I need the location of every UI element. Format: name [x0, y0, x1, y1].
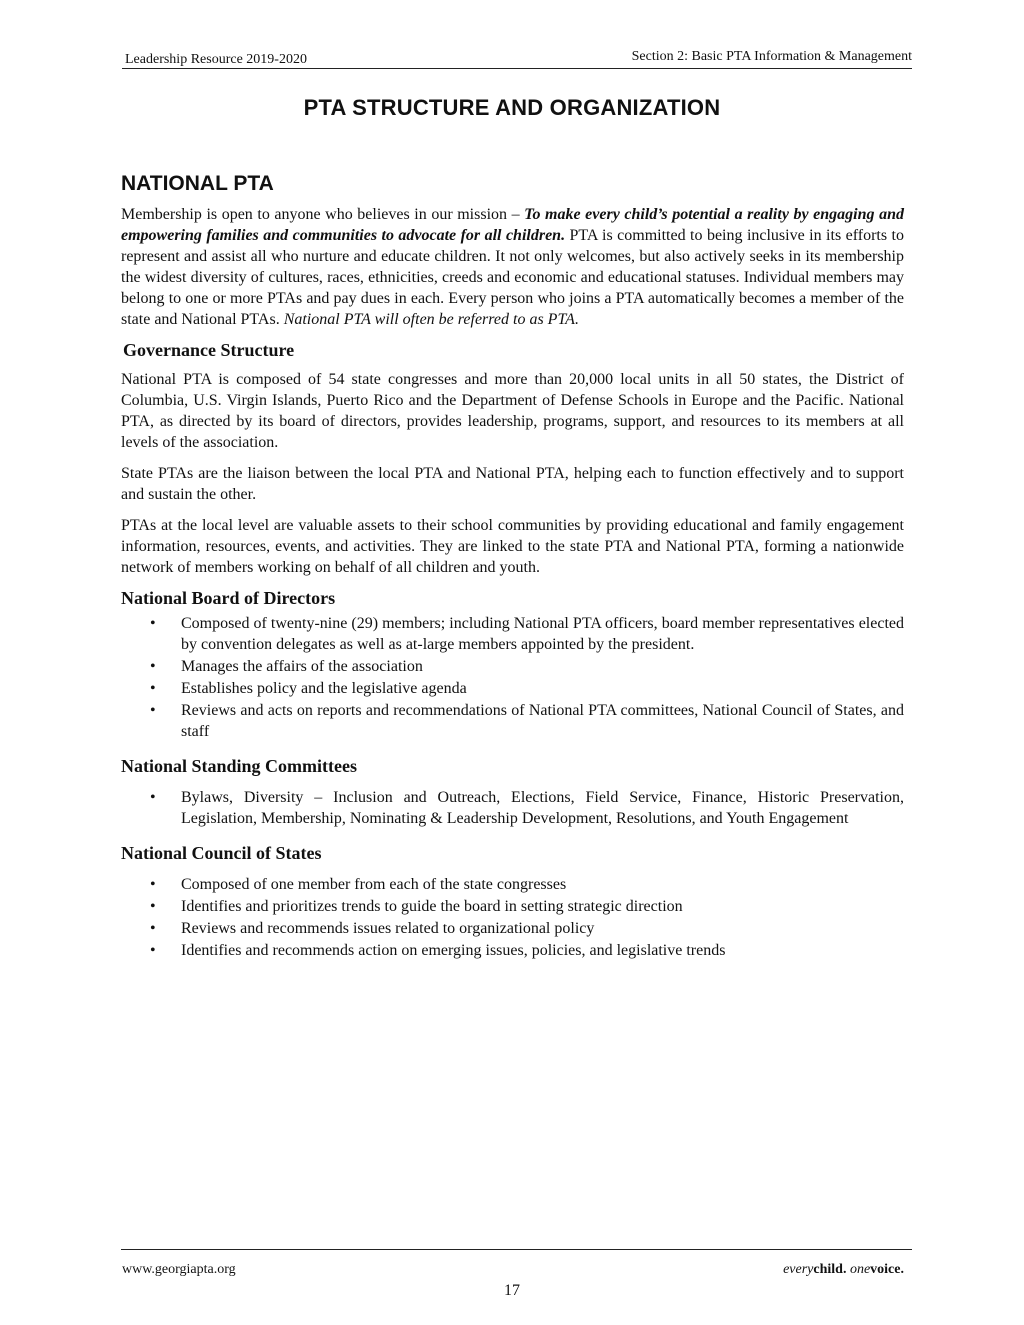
committees-heading: National Standing Committees — [121, 756, 358, 776]
list-item: • Reviews and acts on reports and recommendations of National PTA committees, National Council of States, and staff — [121, 700, 904, 742]
tagline-child: child. — [813, 1262, 847, 1277]
mission-statement: To make every child’s potential a reality by engaging and empowering families and communities to advocate for all children. — [121, 206, 904, 244]
page-number: 17 — [504, 1282, 520, 1299]
national-pta-heading: NATIONAL PTA — [121, 172, 274, 195]
national-pta-intro — [121, 204, 904, 330]
tagline-one: one — [849, 1262, 871, 1277]
governance-paragraph: State PTAs are the liaison between the local PTA and National PTA, helping each to function effectively and to support and sustain the other. — [121, 465, 904, 503]
page-header — [122, 44, 912, 69]
governance-heading: Governance Structure — [123, 340, 295, 360]
list-item: • Bylaws, Diversity – Inclusion and Outreach, Elections, Field Service, Finance, Historic Preservation, Legislation, Membership, Nominating & Leadership Development, Resolutions, and Youth Engagement — [121, 787, 904, 829]
list-item: • Composed of one member from each of the state congresses — [121, 874, 904, 895]
council-list — [121, 874, 904, 961]
page-title: PTA STRUCTURE AND ORGANIZATION — [303, 95, 721, 120]
tagline-every: every — [783, 1262, 814, 1277]
list-item: • Establishes policy and the legislative agenda — [121, 678, 904, 699]
header-right-text: Section 2: Basic PTA Information & Management — [631, 49, 912, 64]
footer-divider — [121, 1249, 912, 1250]
footer-url: www.georgiapta.org — [122, 1262, 236, 1277]
list-item: • Manages the affairs of the association — [121, 656, 904, 677]
list-item: • Reviews and recommends issues related to organizational policy — [121, 918, 904, 939]
list-item: • Identifies and prioritizes trends to guide the board in setting strategic direction — [121, 896, 904, 917]
board-list — [121, 613, 904, 742]
governance-paragraph: PTAs at the local level are valuable assets to their school communities by providing educational and family engagement information, resources, events, and activities. They are linked to the state PTA and National PTA, forming a nationwide network of members working on behalf of all children and youth. — [121, 517, 904, 576]
main-content — [121, 172, 904, 969]
board-heading: National Board of Directors — [121, 588, 336, 608]
list-item: • Composed of twenty-nine (29) members; including National PTA officers, board member representatives elected by convention delegates as well as at-large members appointed by the president. — [121, 613, 904, 655]
committees-list — [121, 787, 904, 829]
governance-paragraph: National PTA is composed of 54 state congresses and more than 20,000 local units in all 50 states, the District of Columbia, U.S. Virgin Islands, Puerto Rico and the Department of Defense Schools in Europe and the Pacific. National PTA, as directed by its board of directors, provides leadership, programs, support, and resources to its members at all levels of the association. — [121, 371, 904, 451]
council-heading: National Council of States — [121, 843, 322, 863]
intro-part-2: PTA is committed to being inclusive in its efforts to represent and assist all who nurture and educate children. It not only welcomes, but also actively seeks in its membership the widest diversity of cultures, races, ethnicities, creeds and economic and educational statuses. Individual members may belong to one or more PTAs and pay dues in each. Every person who joins a PTA automatically becomes a member of the state and National PTAs. — [121, 227, 904, 328]
list-item: • Identifies and recommends action on emerging issues, policies, and legislative trends — [121, 940, 904, 961]
footer-tagline — [783, 1262, 904, 1278]
intro-part-1: Membership is open to anyone who believes in our mission – — [121, 206, 525, 223]
intro-note: National PTA will often be referred to as PTA. — [283, 311, 579, 328]
tagline-voice: voice. — [870, 1262, 904, 1277]
header-left-text: Leadership Resource 2019-2020 — [125, 52, 307, 67]
